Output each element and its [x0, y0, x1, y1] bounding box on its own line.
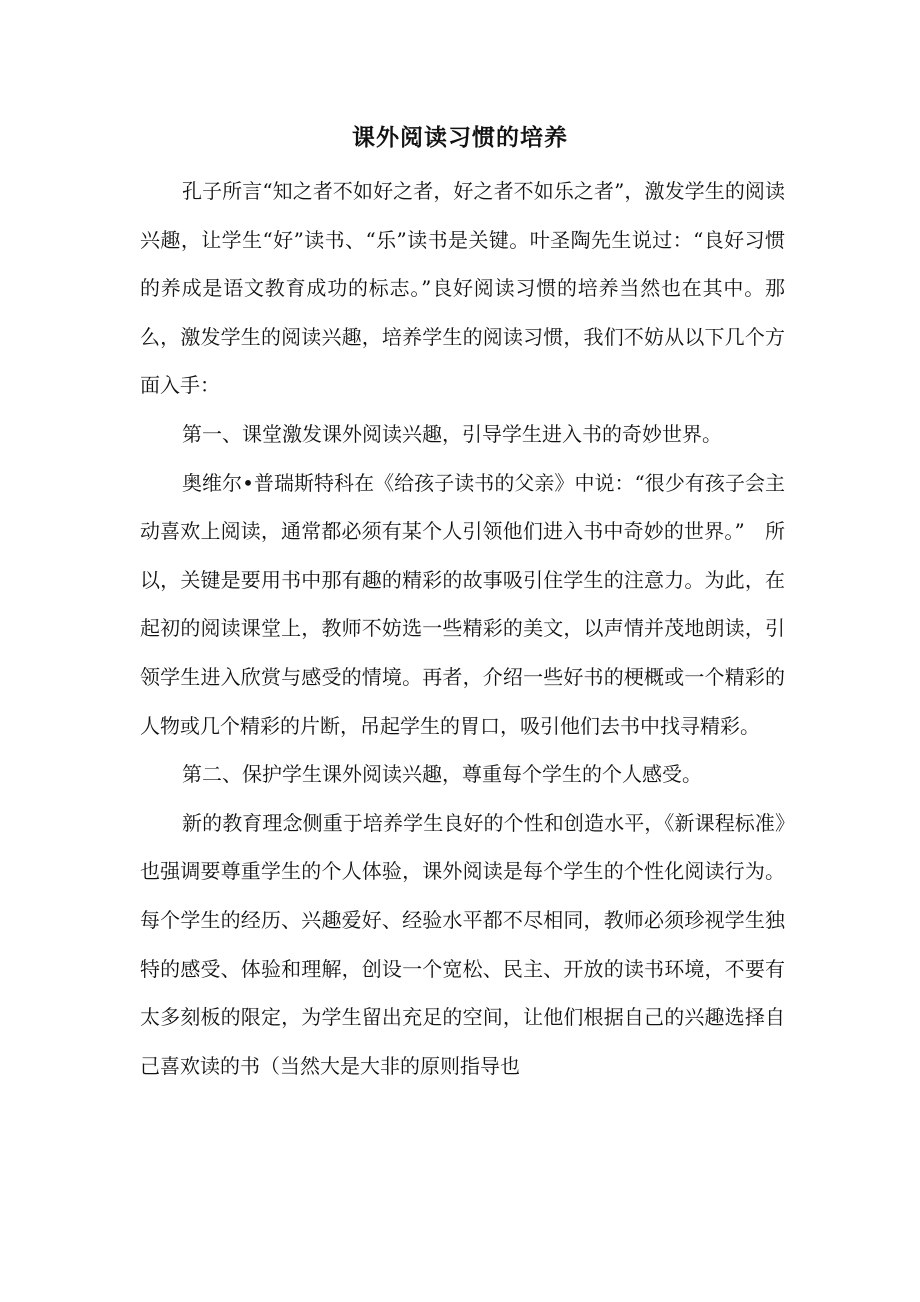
paragraph-section-1: 奥维尔•普瑞斯特科在《给孩子读书的父亲》中说：“很少有孩子会主动喜欢上阅读，通常都必须有某个人引领他们进入书中奇妙的世界。” 所以，关键是要用书中那有趣的精彩的故事吸引住学生的注意力。为此，在起初的阅读课堂上，教师不妨选一些精彩的美文，以声情并茂地朗读，引领学生进入欣赏与感受的情境。再者，介绍一些好书的梗概或一个精彩的人物或几个精彩的片断，吊起学生的胃口，吸引他们去书中找寻精彩。 [140, 470, 785, 738]
section-heading-2: 第二、保护学生课外阅读兴趣，尊重每个学生的个人感受。 [182, 762, 702, 787]
document-body [140, 167, 785, 1090]
paragraph-section-2: 新的教育理念侧重于培养学生良好的个性和创造水平，《新课程标准》也强调要尊重学生的个人体验，课外阅读是每个学生的个性化阅读行为。每个学生的经历、兴趣爱好、经验水平都不尽相同，教师必须珍视学生独特的感受、体验和理解，创设一个宽松、民主、开放的读书环境，不要有太多刻板的限定，为学生留出充足的空间，让他们根据自己的兴趣选择自己喜欢读的书（当然大是大非的原则指导也 [140, 810, 785, 1078]
section-heading-1: 第一、课堂激发课外阅读兴趣，引导学生进入书的奇妙世界。 [182, 421, 722, 446]
paragraph-intro: 孔子所言“知之者不如好之者，好之者不如乐之者”，激发学生的阅读兴趣，让学生“好”读书、“乐”读书是关键。叶圣陶先生说过：“良好习惯的养成是语文教育成功的标志。”良好阅读习惯的培养当然也在其中。那么，激发学生的阅读兴趣，培养学生的阅读习惯，我们不妨从以下几个方面入手： [140, 179, 785, 398]
document-title: 课外阅读习惯的培养 [352, 125, 568, 151]
